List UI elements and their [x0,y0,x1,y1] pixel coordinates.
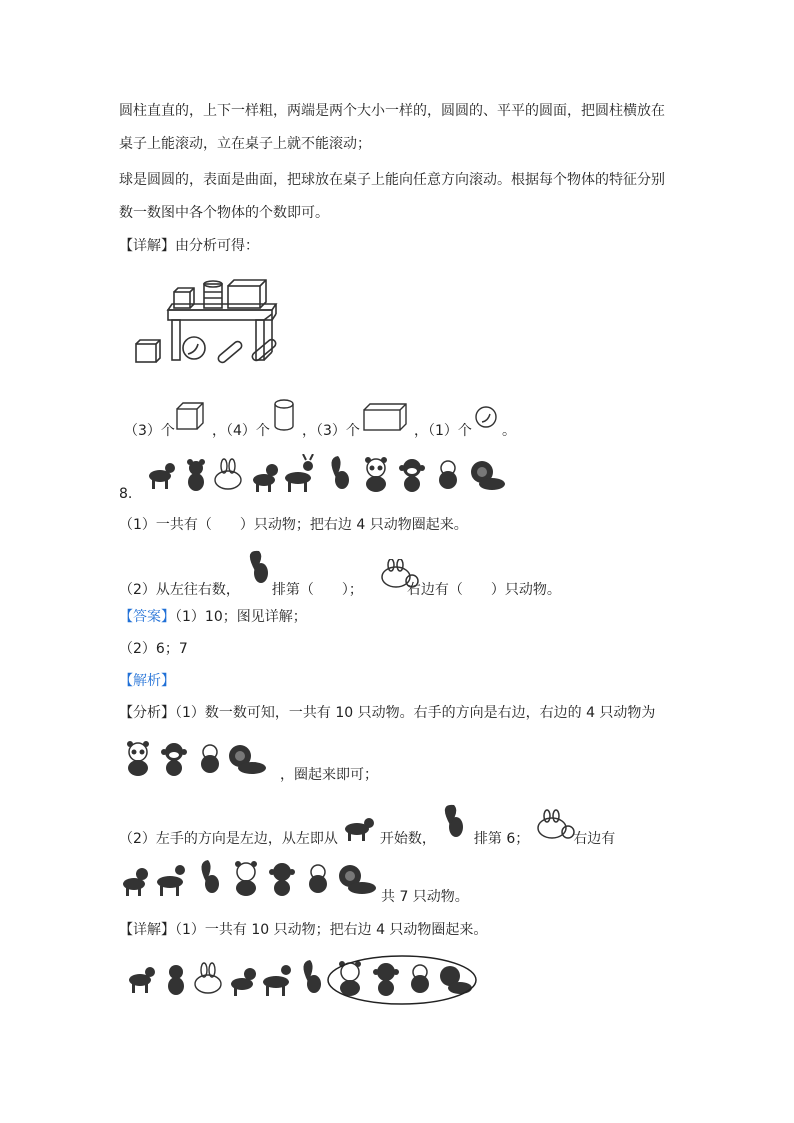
raccoon-icon [309,865,327,893]
animal-row-question [146,454,510,498]
count-box-label: ，（3）个 [302,423,360,439]
panda-icon [127,741,149,776]
cat-icon [253,464,278,492]
panda-icon [235,861,257,896]
monkey-icon [161,743,187,776]
lion-icon [440,966,472,994]
cylinder-icon [272,398,296,432]
deer-icon [157,865,185,896]
rabbit-icon [215,459,241,489]
cat-icon [123,868,148,896]
lion-icon [229,745,266,774]
ball-icon [473,404,499,430]
question-part2-b: 排第（ ）； [271,582,363,598]
bear-icon [187,459,205,491]
rabbit-icon [195,963,221,993]
animals-circled-figure [126,950,478,1006]
right-four-animals-figure [122,738,272,778]
squirrel-icon [303,960,321,993]
lion-icon [471,461,505,490]
count-cylinder-label: ，（4）个 [212,423,270,439]
deer-icon [285,454,313,492]
fenxi-text1b: ，圈起来即可； [280,767,378,783]
lion-icon [339,865,376,894]
fenxi-line2 [119,829,615,849]
answer-line1 [119,607,307,627]
fenxi-text2c: 排第 6； [473,831,530,847]
answer-line2: （2）6；7 [119,641,188,657]
deer-icon [263,965,291,996]
paragraph-cylinder-line2: 桌子上能滚动，立在桌子上就不能滚动； [119,136,371,152]
fenxi-text2a: （2）左手的方向是左边，从左即从 [119,831,338,847]
question-part2 [119,580,561,600]
table-with-shapes-figure [132,268,282,368]
monkey-icon [373,963,399,996]
panda-icon [365,457,387,492]
cuboid-icon [362,402,408,432]
detail-line-2 [119,920,487,940]
animal-row-figure [146,454,510,494]
fenxi-text2d: 右边有 [573,831,616,847]
raccoon-icon [439,461,457,489]
monkey-icon [269,863,295,896]
count-end: 。 [502,423,516,439]
horse-icon [129,967,155,993]
fenxi-line1 [119,703,655,723]
paragraph-ball-line1: 球是圆圆的，表面是曲面，把球放在桌子上能向任意方向滚动。根据每个物体的特征分别 [119,172,665,188]
detail-text: 由分析可得： [175,238,259,254]
monkey-icon [399,459,425,492]
fenxi-text2b: 开始数， [379,831,436,847]
detail-heading-1 [119,236,259,256]
detail-tag: 【详解】 [119,238,175,254]
seven-animals-figure [120,858,382,898]
fenxi-tag: 【分析】 [119,705,175,721]
detail2-tag: 【详解】 [119,922,175,938]
question-part1: （1）一共有（ ）只动物；把右边 4 只动物圈起来。 [119,517,468,533]
answer-tag: 【答案】 [119,609,175,625]
bear-icon [168,965,184,995]
fenxi-text1: （1）数一数可知，一共有 10 只动物。右手的方向是右边，右边的 4 只动物为 [175,705,656,721]
count-ball-label: ，（1）个 [414,423,472,439]
raccoon-icon [411,965,429,993]
analysis-tag: 【解析】 [119,673,175,689]
raccoon-icon [201,745,219,773]
detail2-text: （1）一共有 10 只动物；把右边 4 只动物圈起来。 [175,922,488,938]
squirrel-icon [201,860,219,893]
question-number: 8. [119,486,133,502]
fenxi-text2e: 共 7 只动物。 [381,889,469,905]
question-part2-c: 右边有（ ）只动物。 [406,582,561,598]
paragraph-cylinder-line1: 圆柱直直的，上下一样粗，两端是两个大小一样的，圆圆的、平平的圆面，把圆柱横放在 [119,103,665,119]
count-cube-label: （3）个 [124,423,175,439]
cube-icon [175,401,207,431]
squirrel-icon [331,456,349,489]
cat-icon [231,968,256,996]
answer-text1: （1）10；图见详解； [175,609,307,625]
question-part2-a: （2）从左往右数， [119,582,240,598]
horse-icon [149,463,175,489]
paragraph-ball-line2: 数一数图中各个物体的个数即可。 [119,205,329,221]
